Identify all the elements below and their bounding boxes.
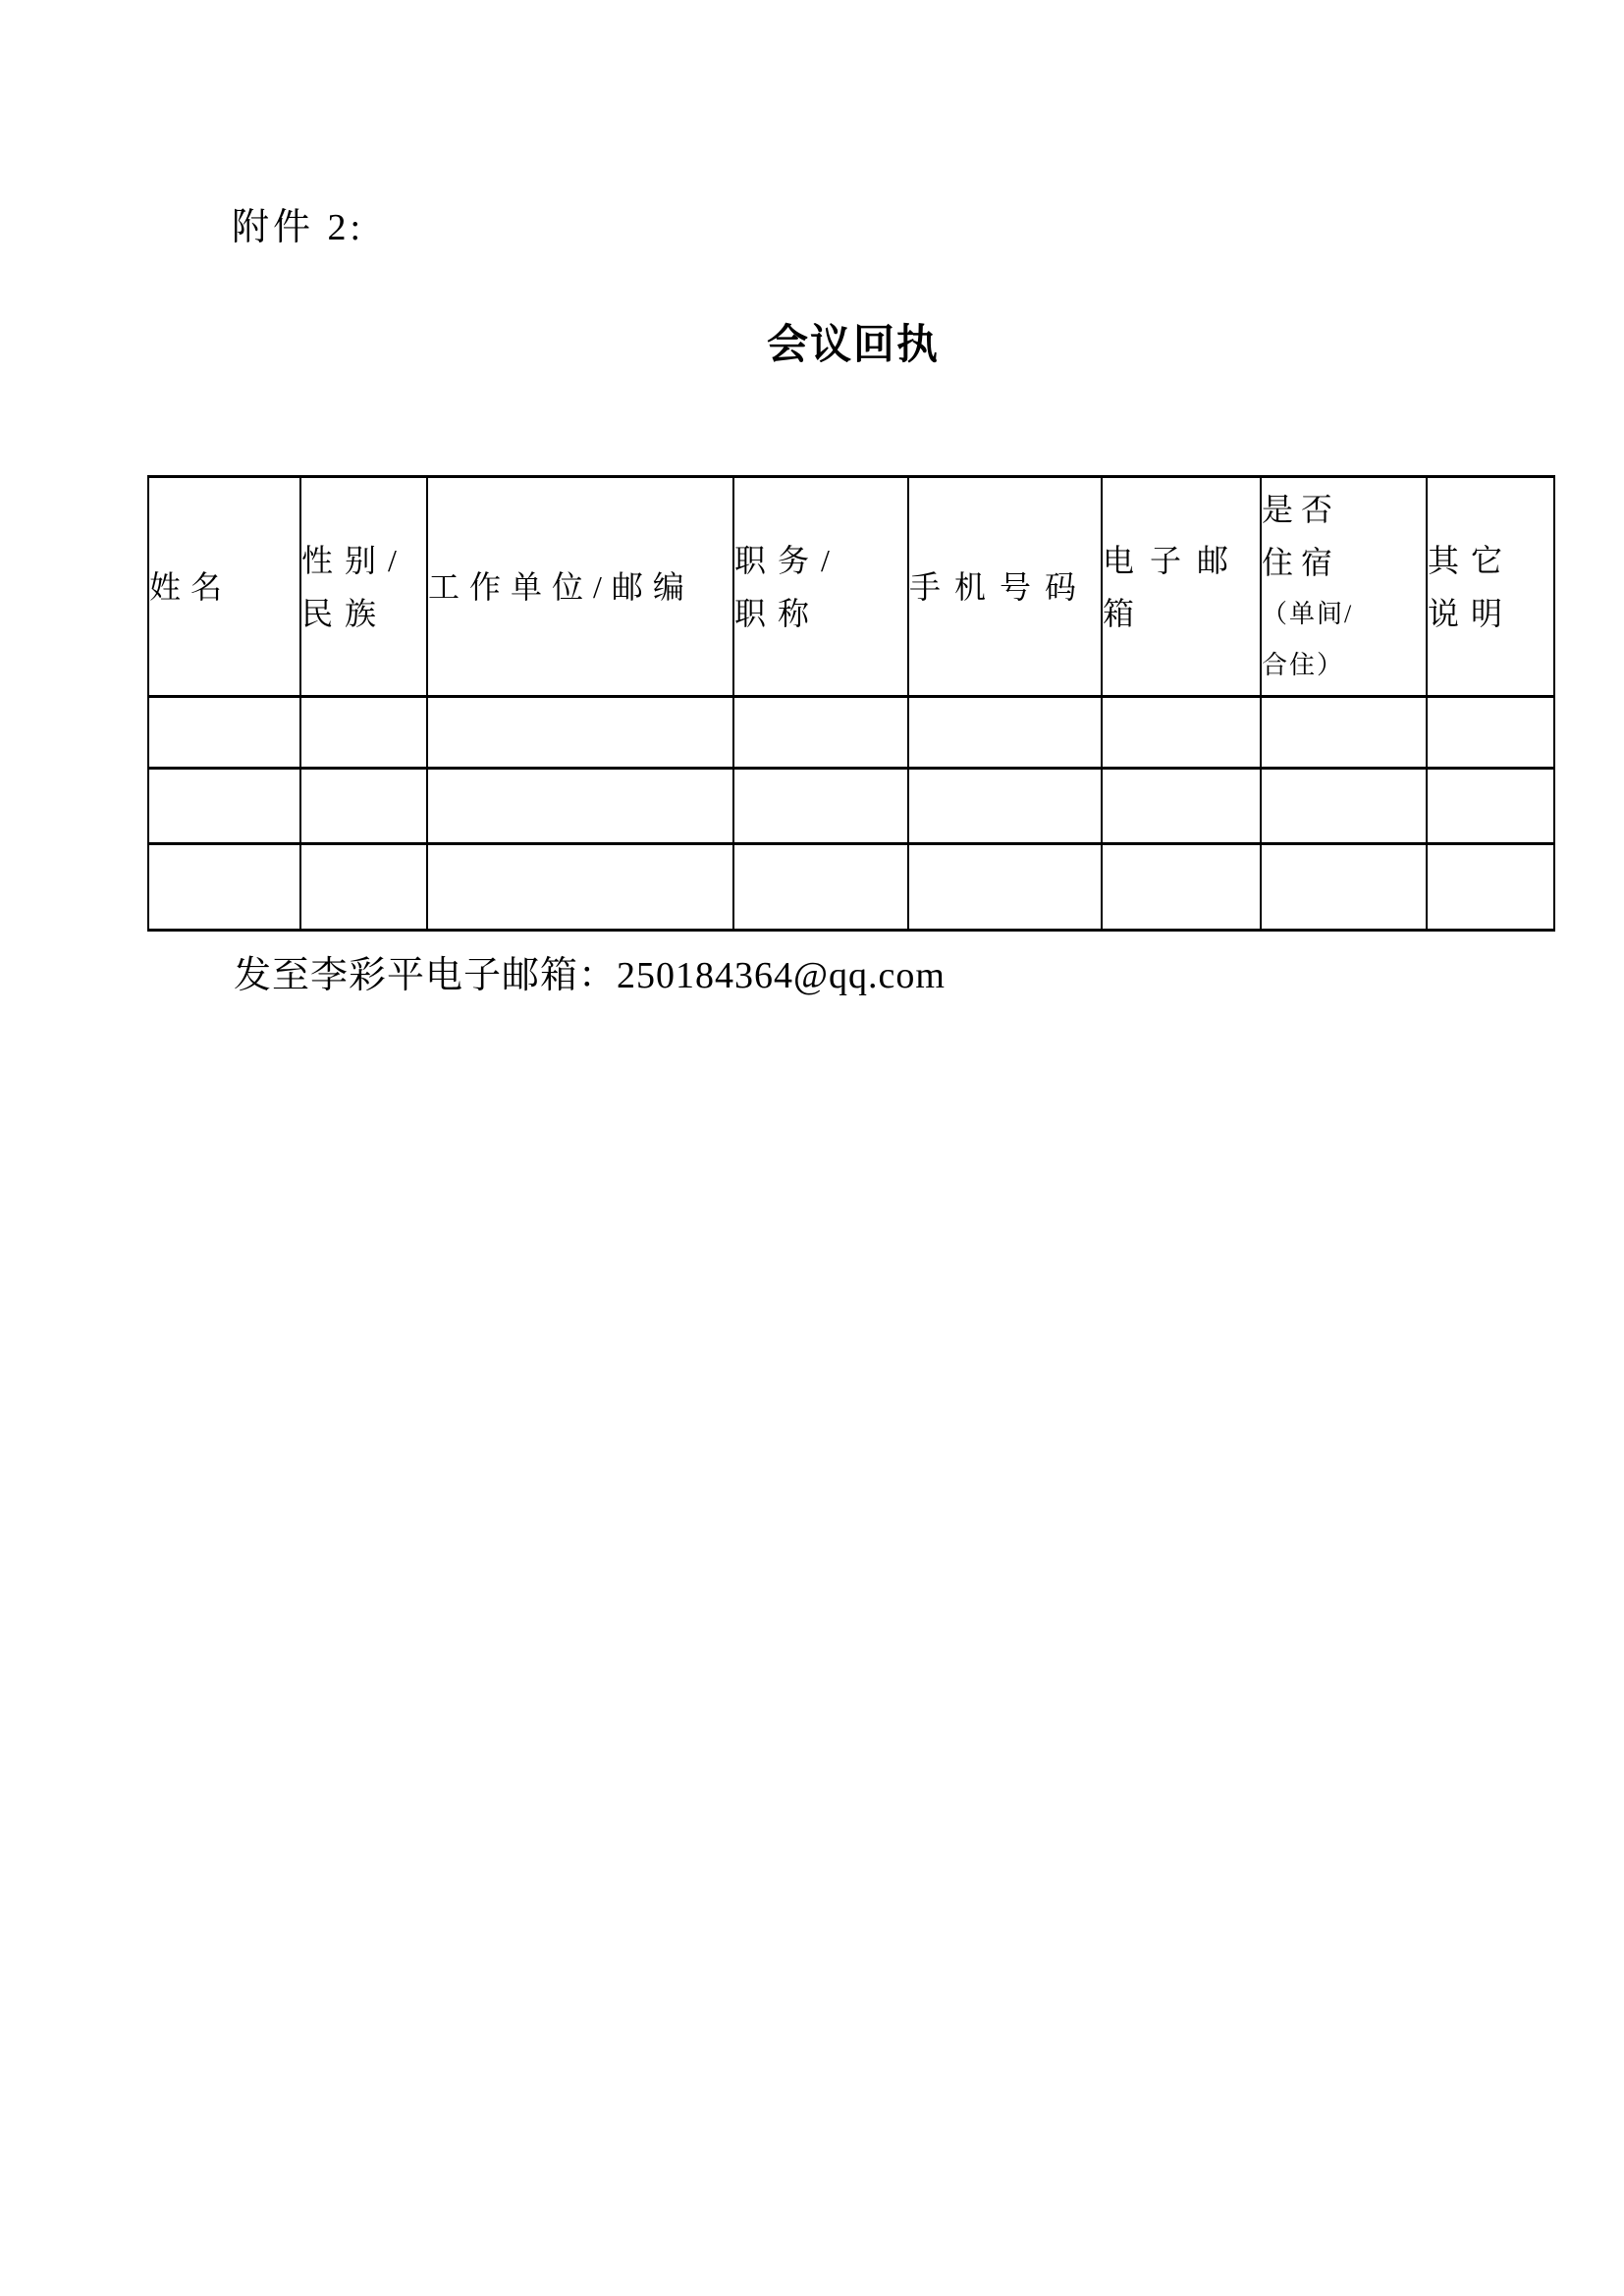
table-cell-empty xyxy=(1261,769,1427,844)
table-cell-empty xyxy=(1427,844,1554,931)
table-cell-empty xyxy=(148,697,300,769)
header-line: 姓名 xyxy=(149,568,233,605)
header-cell-workunit-postcode xyxy=(427,477,733,697)
table-cell-empty xyxy=(148,769,300,844)
table-cell-empty xyxy=(908,769,1102,844)
table-cell-empty xyxy=(300,697,427,769)
header-line: 说明 xyxy=(1428,595,1515,631)
header-line: 电子邮 xyxy=(1103,542,1245,578)
header-subline: （单间/ xyxy=(1262,599,1354,628)
header-cell-name xyxy=(148,477,300,697)
table-cell-empty xyxy=(148,844,300,931)
header-cell-position-title xyxy=(733,477,908,697)
header-cell-email xyxy=(1102,477,1261,697)
table-cell-empty xyxy=(1102,697,1261,769)
header-line: 其它 xyxy=(1428,542,1515,578)
header-line: 性别/ xyxy=(301,542,408,578)
table-cell-empty xyxy=(1261,844,1427,931)
table-cell-empty xyxy=(733,769,908,844)
table-cell-empty xyxy=(733,844,908,931)
header-subline: 合住） xyxy=(1262,650,1345,679)
table-row xyxy=(148,697,1554,769)
table-cell-empty xyxy=(427,769,733,844)
table-row xyxy=(148,769,1554,844)
header-line: 住宿 xyxy=(1262,544,1341,580)
header-line: 工作单位/邮编 xyxy=(428,568,694,605)
table-cell-empty xyxy=(908,844,1102,931)
table-cell-empty xyxy=(427,844,733,931)
table-cell-empty xyxy=(1427,769,1554,844)
table-cell-empty xyxy=(908,697,1102,769)
header-line: 箱 xyxy=(1103,595,1151,631)
page-title: 会议回执 xyxy=(766,323,940,368)
table-row xyxy=(148,844,1554,931)
header-cell-gender-ethnicity xyxy=(300,477,427,697)
table-cell-empty xyxy=(427,697,733,769)
table-cell-empty xyxy=(300,769,427,844)
header-line: 手机号码 xyxy=(909,568,1091,605)
table-cell-empty xyxy=(1427,697,1554,769)
header-line: 是否 xyxy=(1262,491,1341,527)
table-header-row xyxy=(148,477,1554,697)
table-cell-empty xyxy=(1102,769,1261,844)
header-line: 职务/ xyxy=(734,542,841,578)
header-cell-other-notes xyxy=(1427,477,1554,697)
header-cell-accommodation xyxy=(1261,477,1427,697)
header-line: 民族 xyxy=(301,595,389,631)
table-cell-empty xyxy=(1102,844,1261,931)
table-cell-empty xyxy=(300,844,427,931)
header-cell-mobile xyxy=(908,477,1102,697)
send-to-email-note: 发至李彩平电子邮箱：250184364@qq.com xyxy=(234,955,946,996)
table-cell-empty xyxy=(1261,697,1427,769)
header-line: 职称 xyxy=(734,595,822,631)
table-cell-empty xyxy=(733,697,908,769)
meeting-reply-table xyxy=(147,475,1555,932)
attachment-label: 附件 2: xyxy=(232,207,365,248)
